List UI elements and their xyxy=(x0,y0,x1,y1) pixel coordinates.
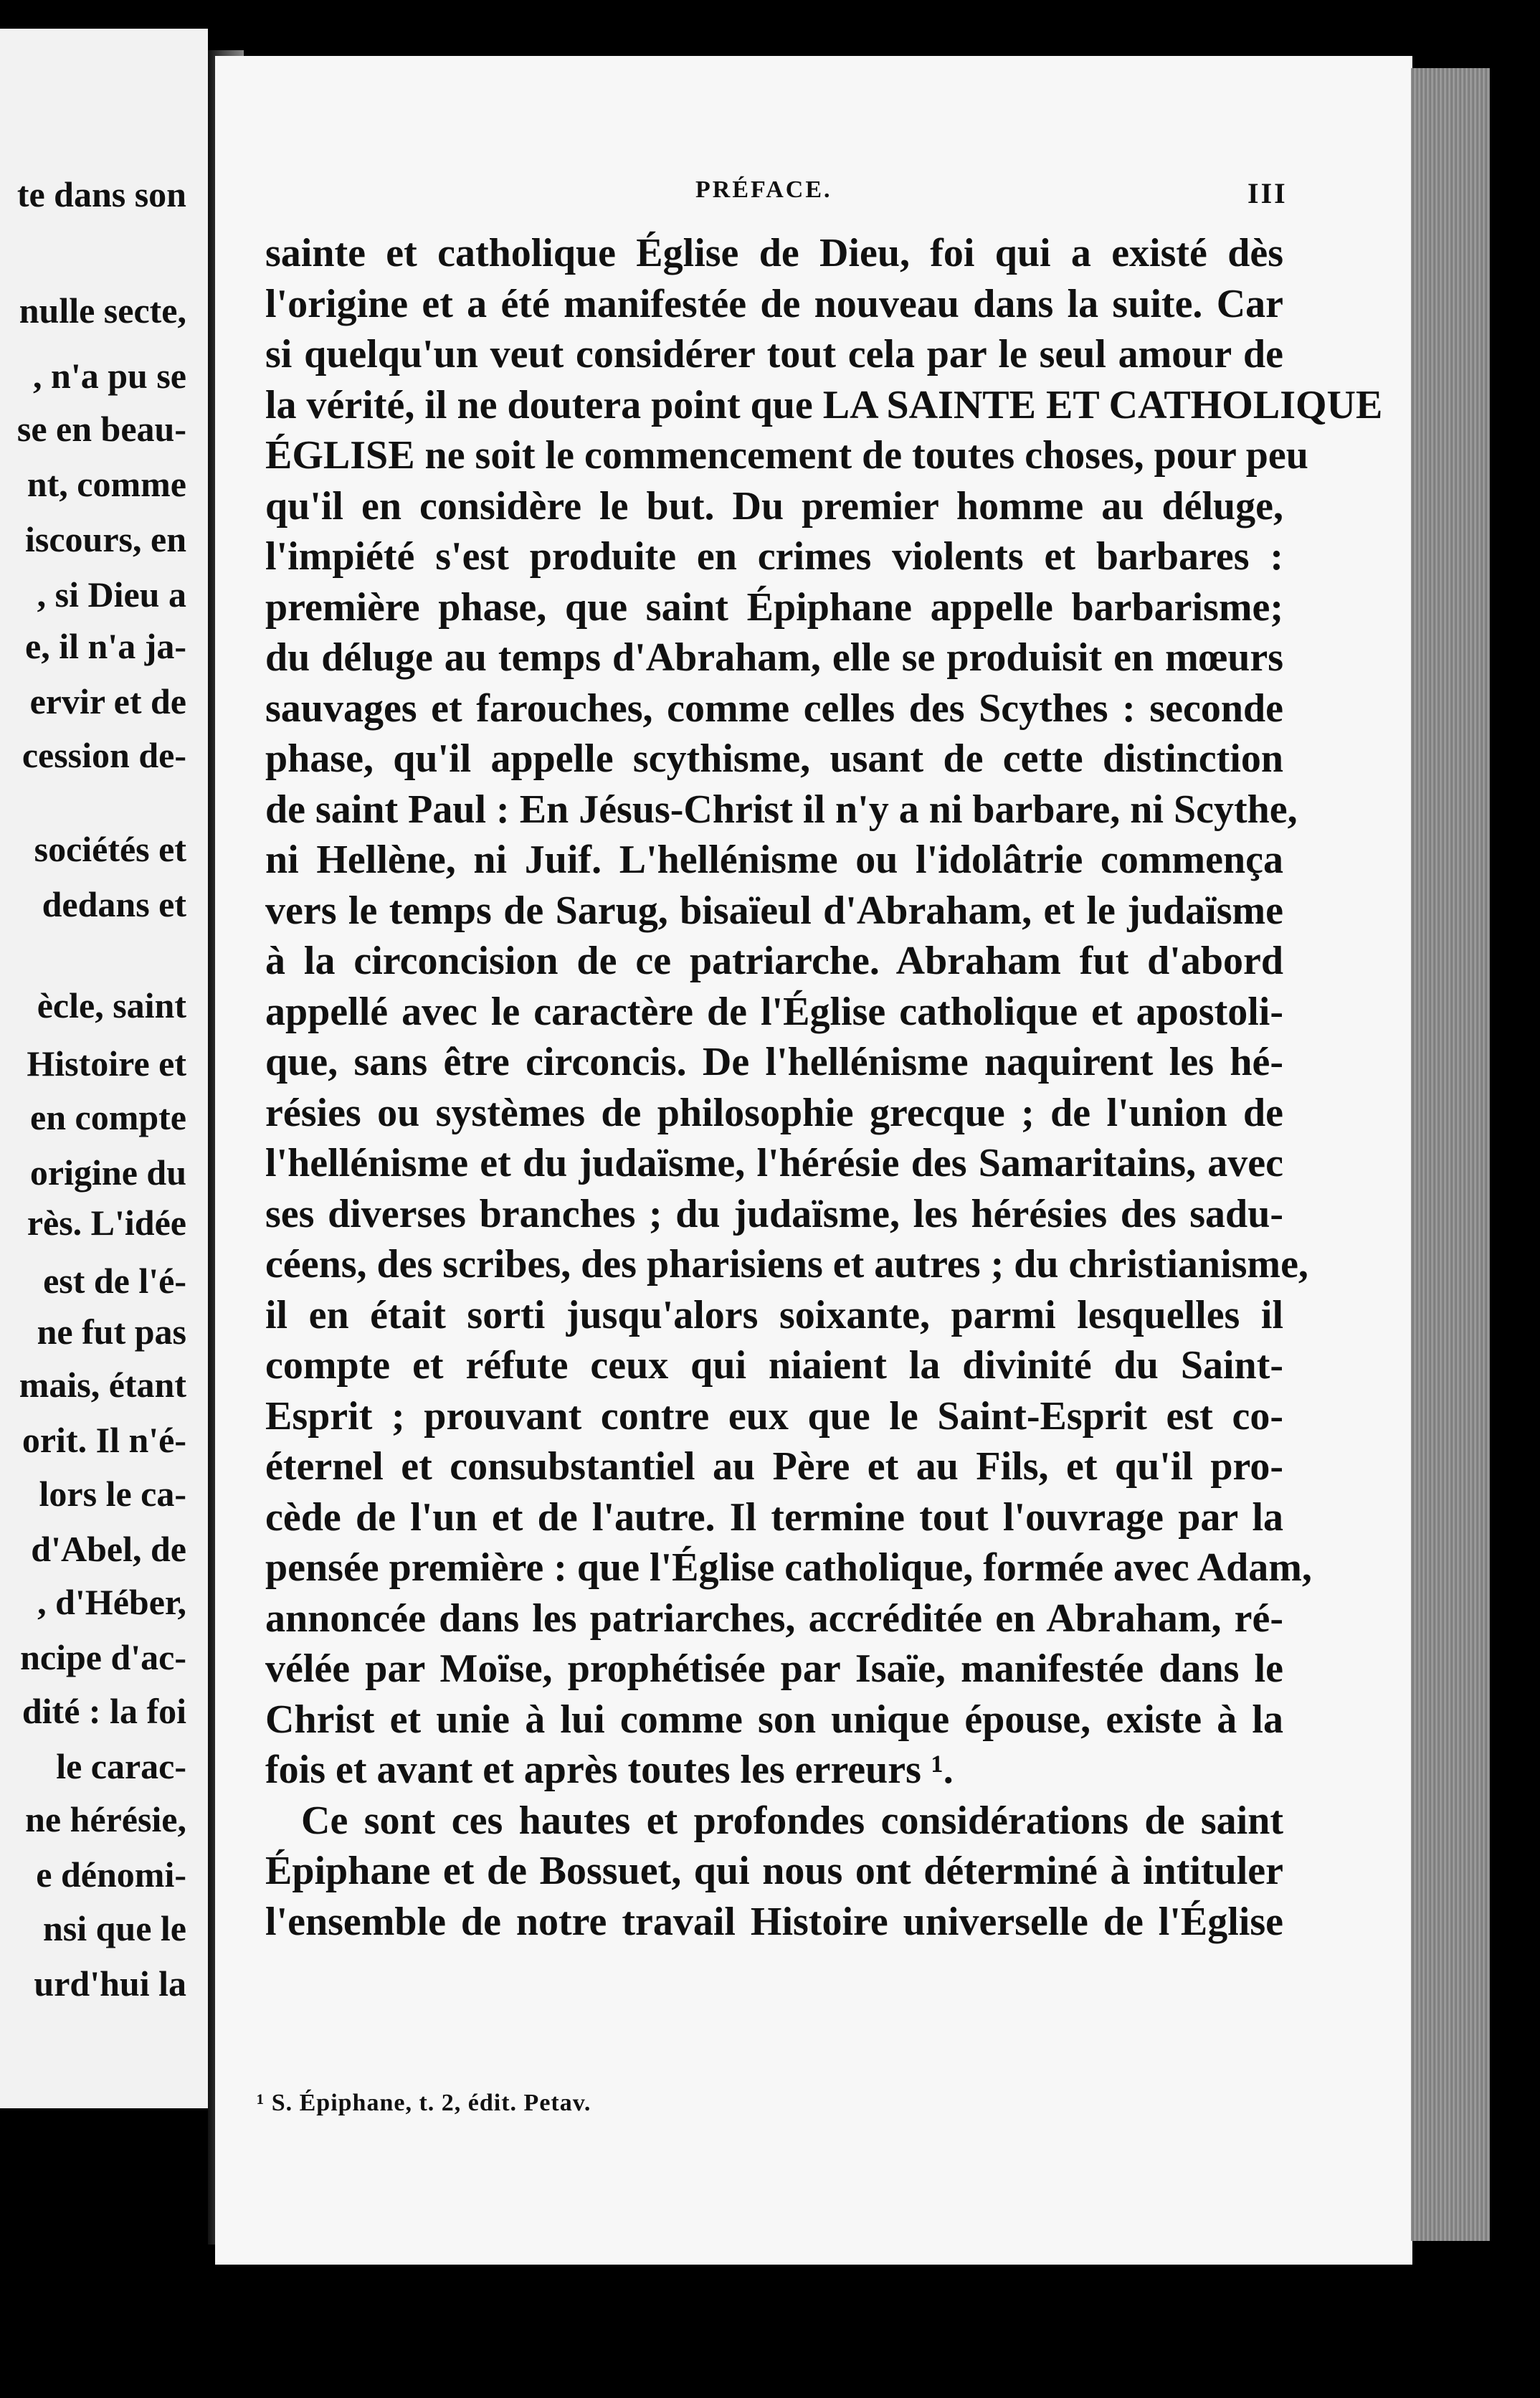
text-line: ÉGLISE ne soit le commencement de toutes choses, pour peu xyxy=(265,433,1308,478)
text-line: vélée par Moïse, prophétisée par Isaïe, manifestée dans le xyxy=(265,1646,1283,1691)
left-page-line: ervir et de xyxy=(29,681,186,721)
left-page-line: nt, comme xyxy=(27,464,186,504)
page-number: III xyxy=(1247,177,1288,209)
left-page-line: origine du xyxy=(29,1152,186,1193)
left-page-line: nsi que le xyxy=(42,1907,186,1948)
text-line: que, sans être circoncis. De l'hellénisme naquirent les hé- xyxy=(265,1040,1283,1084)
left-page-line: sociétés et xyxy=(34,829,186,870)
text-line: à la circoncision de ce patriarche. Abraham fut d'abord xyxy=(265,939,1283,983)
left-page-line: le carac- xyxy=(56,1745,186,1786)
text-line: Épiphane et de Bossuet, qui nous ont déterminé à intituler xyxy=(265,1849,1283,1893)
left-page-line: dité : la foi xyxy=(22,1690,186,1731)
left-page-line: lors le ca- xyxy=(39,1473,186,1514)
text-line: si quelqu'un veut considérer tout cela par le seul amour de xyxy=(265,332,1283,376)
left-page-line: ne hérésie, xyxy=(25,1799,186,1840)
left-page-line: Histoire et xyxy=(27,1043,186,1084)
text-line: l'origine et a été manifestée de nouveau dans la suite. Car xyxy=(265,281,1283,326)
text-line: résies ou systèmes de philosophie grecque ; de l'union de xyxy=(265,1090,1283,1135)
text-line: Ce sont ces hautes et profondes considérations de saint xyxy=(301,1798,1283,1843)
text-line: l'impiété s'est produite en crimes violents et barbares : xyxy=(265,534,1283,579)
left-page-line: orit. Il n'é- xyxy=(22,1420,186,1461)
left-page-line: nulle secte, xyxy=(19,290,186,331)
text-line: ni Hellène, ni Juif. L'hellénisme ou l'idolâtrie commença xyxy=(265,838,1283,882)
text-line: éternel et consubstantiel au Père et au Fils, et qu'il pro- xyxy=(265,1444,1283,1489)
text-line: il en était sorti jusqu'alors soixante, parmi lesquelles il xyxy=(265,1292,1283,1337)
left-page-line: en compte xyxy=(30,1096,186,1137)
text-line: qu'il en considère le but. Du premier homme au déluge, xyxy=(265,483,1283,529)
text-line: sauvages et farouches, comme celles des Scythes : seconde xyxy=(265,686,1283,731)
text-line: première phase, que saint Épiphane appelle barbarisme; xyxy=(265,584,1283,630)
left-page-line: , si Dieu a xyxy=(37,574,186,615)
text-line: compte et réfute ceux qui niaient la divinité du Saint- xyxy=(265,1343,1283,1388)
text-line: de saint Paul : En Jésus-Christ il n'y a ni barbare, ni Scythe, xyxy=(265,787,1298,832)
footnote: ¹ S. Épiphane, t. 2, édit. Petav. xyxy=(257,2090,591,2116)
left-page-line: , n'a pu se xyxy=(33,355,186,396)
running-title: PRÉFACE. xyxy=(695,176,832,203)
left-page-line: , d'Héber, xyxy=(37,1582,186,1623)
page-edge xyxy=(1411,68,1490,2241)
left-page-line: ècle, saint xyxy=(37,985,186,1026)
text-line: du déluge au temps d'Abraham, elle se produisit en mœurs xyxy=(265,635,1283,680)
text-line: vers le temps de Sarug, bisaïeul d'Abraham, et le judaïsme xyxy=(265,888,1283,933)
text-line: cède de l'un et de l'autre. Il termine tout l'ouvrage par la xyxy=(265,1494,1283,1540)
left-page-line: iscours, en xyxy=(25,518,186,559)
text-line: sainte et catholique Église de Dieu, foi qui a existé dès xyxy=(265,231,1283,275)
left-page-line: se en beau- xyxy=(16,409,186,450)
left-page-line: mais, étant xyxy=(19,1365,186,1406)
text-line: pensée première : que l'Église catholique, formée avec Adam, xyxy=(265,1545,1312,1590)
left-page xyxy=(0,29,208,2108)
left-page-line: est de l'é- xyxy=(43,1261,186,1301)
left-page-line: e dénomi- xyxy=(36,1854,186,1895)
body-text xyxy=(265,228,1383,1947)
text-line: phase, qu'il appelle scythisme, usant de cette distinction xyxy=(265,736,1283,781)
left-page-line: cession de- xyxy=(22,734,186,775)
text-line: Esprit ; prouvant contre eux que le Saint-Esprit est co- xyxy=(265,1393,1283,1439)
text-line: l'hellénisme et du judaïsme, l'hérésie des Samaritains, avec xyxy=(265,1141,1283,1185)
text-line: ses diverses branches ; du judaïsme, les hérésies des sadu- xyxy=(265,1191,1283,1236)
left-page-line: te dans son xyxy=(16,174,186,214)
left-page-line: ne fut pas xyxy=(37,1311,186,1352)
left-page-line: rès. L'idée xyxy=(27,1203,186,1243)
left-page-line: d'Abel, de xyxy=(31,1528,186,1569)
text-line: l'ensemble de notre travail Histoire universelle de l'Église xyxy=(265,1899,1283,1944)
text-line: Christ et unie à lui comme son unique épouse, existe à la xyxy=(265,1697,1283,1742)
right-page xyxy=(215,56,1412,2265)
text-line: annoncée dans les patriarches, accréditée en Abraham, ré- xyxy=(265,1596,1283,1641)
text-line: appellé avec le caractère de l'Église catholique et apostoli- xyxy=(265,989,1283,1034)
text-line: fois et avant et après toutes les erreurs ¹. xyxy=(265,1748,954,1792)
left-page-line: dedans et xyxy=(42,883,186,924)
left-page-line: ncipe d'ac- xyxy=(20,1637,186,1678)
left-page-line: e, il n'a ja- xyxy=(25,626,186,667)
text-line: la vérité, il ne doutera point que LA SAINTE ET CATHOLIQUE xyxy=(265,382,1383,427)
left-page-line: urd'hui la xyxy=(34,1963,186,2004)
text-line: céens, des scribes, des pharisiens et autres ; du christianisme, xyxy=(265,1242,1308,1286)
